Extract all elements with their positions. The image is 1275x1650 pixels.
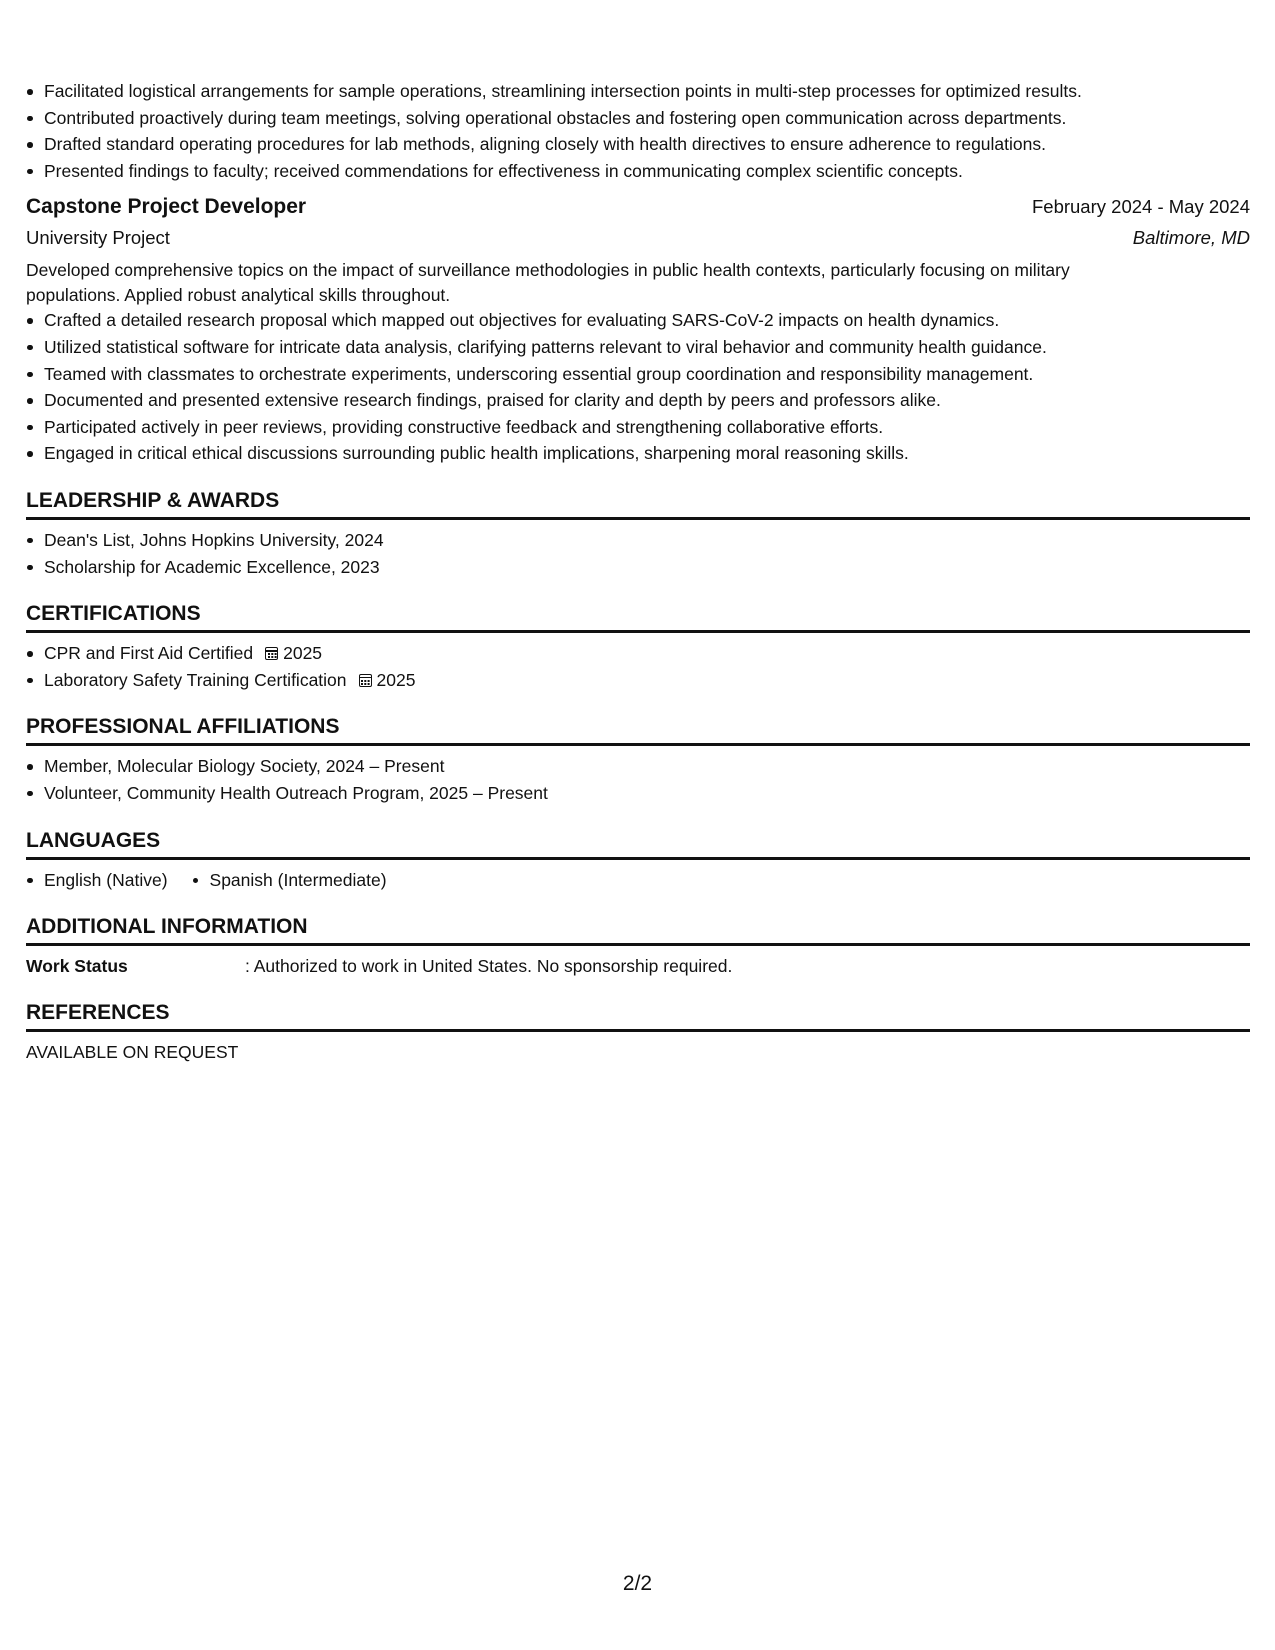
affiliations-list [26, 753, 1250, 806]
calendar-icon [359, 674, 372, 687]
calendar-icon [265, 647, 278, 660]
work-status-label: Work Status [26, 956, 128, 977]
resume-page [26, 78, 1250, 1065]
capstone-header [26, 192, 1250, 222]
language-item: Spanish (Intermediate) [192, 867, 387, 894]
job-organization: University Project [26, 227, 170, 249]
job-summary-line: populations. Applied robust analytical skills throughout. [26, 284, 451, 305]
section-title-languages: LANGUAGES [26, 827, 1250, 860]
list-item: Presented findings to faculty; received commendations for effectiveness in communicating complex scientific concepts. [26, 158, 1250, 185]
job-dates: February 2024 - May 2024 [1031, 196, 1250, 218]
languages-list [26, 867, 1250, 894]
job-summary [26, 258, 1250, 307]
list-item: Dean's List, Johns Hopkins University, 2024 [26, 527, 1250, 554]
capstone-subheader [26, 224, 1250, 252]
list-item: Volunteer, Community Health Outreach Program, 2025 – Present [26, 780, 1250, 807]
section-title-references: REFERENCES [26, 999, 1250, 1032]
list-item: Scholarship for Academic Excellence, 2023 [26, 554, 1250, 581]
section-title-leadership: LEADERSHIP & AWARDS [26, 487, 1250, 520]
leadership-list [26, 527, 1250, 580]
list-item: Facilitated logistical arrangements for sample operations, streamlining intersection points in multi-step processes for optimized results. [26, 78, 1250, 105]
certifications-list [26, 640, 1250, 693]
page-number: 2/2 [622, 1572, 653, 1595]
certification-name: CPR and First Aid Certified [44, 643, 254, 664]
certification-year: 2025 [283, 643, 323, 664]
list-item: Member, Molecular Biology Society, 2024 – Present [26, 753, 1250, 780]
list-item: Documented and presented extensive research findings, praised for clarity and depth by peers and professors alike. [26, 387, 1250, 414]
work-status-value: : Authorized to work in United States. No sponsorship required. [245, 956, 733, 977]
section-title-additional: ADDITIONAL INFORMATION [26, 913, 1250, 946]
job-location: Baltimore, MD [1132, 227, 1250, 249]
job-title: Capstone Project Developer [26, 195, 307, 219]
section-title-certifications: CERTIFICATIONS [26, 600, 1250, 633]
work-status-row [26, 953, 1250, 979]
list-item: Participated actively in peer reviews, providing constructive feedback and strengthening collaborative efforts. [26, 414, 1250, 441]
list-item: Utilized statistical software for intricate data analysis, clarifying patterns relevant to viral behavior and community health guidance. [26, 334, 1250, 361]
capstone-bullets [26, 307, 1250, 467]
list-item: Teamed with classmates to orchestrate experiments, underscoring essential group coordination and responsibility management. [26, 361, 1250, 388]
list-item: Crafted a detailed research proposal which mapped out objectives for evaluating SARS-CoV-2 impacts on health dynamics. [26, 307, 1250, 334]
certification-name: Laboratory Safety Training Certification [44, 669, 347, 690]
experience-continued-list [26, 78, 1250, 184]
list-item: Engaged in critical ethical discussions surrounding public health implications, sharpening moral reasoning skills. [26, 440, 1250, 467]
list-item: Contributed proactively during team meetings, solving operational obstacles and fostering open communication across departments. [26, 105, 1250, 132]
list-item [26, 640, 1250, 667]
job-summary-line: Developed comprehensive topics on the impact of surveillance methodologies in public health contexts, particularly focusing on military [26, 260, 1070, 281]
list-item: Drafted standard operating procedures for lab methods, aligning closely with health directives to ensure adherence to regulations. [26, 131, 1250, 158]
list-item [26, 667, 1250, 694]
references-text: AVAILABLE ON REQUEST [26, 1042, 239, 1063]
certification-year: 2025 [376, 669, 416, 690]
language-item: English (Native) [26, 867, 168, 894]
section-title-affiliations: PROFESSIONAL AFFILIATIONS [26, 713, 1250, 746]
